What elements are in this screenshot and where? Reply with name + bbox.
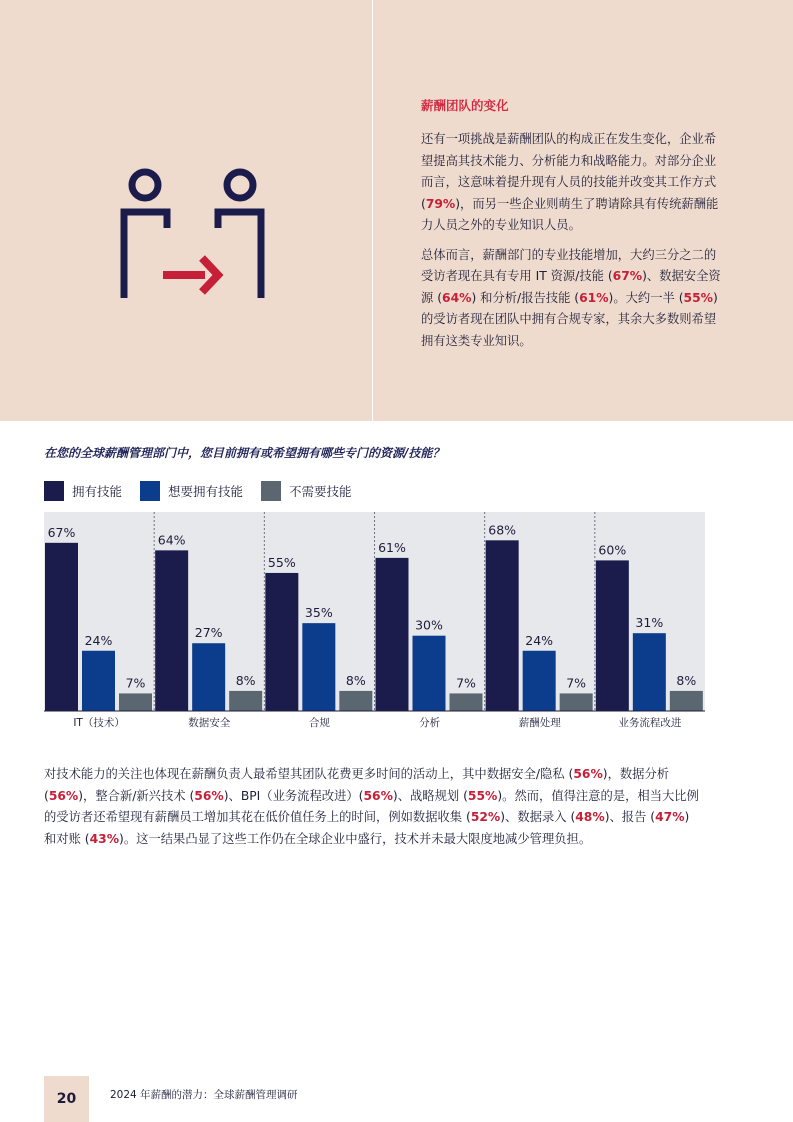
hero-paragraph-1	[421, 129, 727, 237]
text-segment: )，整合新/新兴技术 (	[78, 788, 195, 803]
data-label: 55%	[267, 554, 296, 570]
data-label: 67%	[47, 524, 76, 540]
hero-paragraph-2	[421, 245, 727, 353]
category-label: 合规	[308, 717, 330, 729]
bar	[82, 651, 115, 711]
legend-swatch-have	[44, 481, 64, 501]
text-segment: )。然而，值得注意的是，相当大比例的受访者还希望现有薪酬员工增加其花在低价值任务上的时间，例如数据收集 (	[44, 788, 699, 824]
legend-label-want: 想要拥有技能	[168, 484, 244, 499]
data-label: 7%	[125, 675, 146, 691]
highlight-percent: 67%	[612, 269, 643, 283]
hero-divider	[372, 0, 373, 421]
highlight-percent: 56%	[573, 767, 603, 781]
bar	[560, 693, 593, 711]
legend-swatch-want	[140, 481, 160, 501]
legend-item-have	[44, 481, 122, 501]
hero-text	[421, 96, 727, 360]
category-label: 分析	[419, 717, 441, 729]
bar	[265, 573, 298, 711]
text-segment: )，而另一些企业则萌生了聘请除具有传统薪酬能力人员之外的专业知识人员。	[421, 196, 719, 232]
data-label: 31%	[635, 615, 664, 631]
bar	[302, 623, 335, 711]
bar	[670, 691, 703, 711]
bar	[229, 691, 262, 711]
data-label: 8%	[235, 672, 256, 688]
bar	[413, 636, 446, 711]
text-segment: )。这一结果凸显了这些工作仍在全球企业中盛行，技术并未最大限度地减少管理负担。	[119, 831, 592, 846]
bar	[523, 651, 556, 711]
text-segment: )、数据录入 (	[500, 810, 576, 824]
legend-label-have: 拥有技能	[72, 484, 123, 499]
text-segment: 还有一项挑战是薪酬团队的构成正在发生变化，企业希望提高其技术能力、分析能力和战略能力。对部分企业而言，这意味着提升现有人员的技能并改变其工作方式 (	[421, 132, 717, 211]
highlight-percent: 56%	[48, 788, 79, 803]
bar	[486, 540, 519, 711]
page-number: 20	[44, 1076, 89, 1122]
category-label: IT（技术）	[73, 717, 125, 729]
legend-item-not-needed	[261, 481, 352, 501]
category-label: 业务流程改进	[618, 717, 682, 729]
text-segment: )、BPI（业务流程改进）(	[223, 788, 364, 803]
chart-title: 在您的全球薪酬管理部门中，您目前拥有或希望拥有哪些专门的资源/技能？	[44, 446, 445, 460]
bar	[339, 691, 372, 711]
section-heading: 薪酬团队的变化	[421, 98, 509, 113]
data-label: 8%	[345, 672, 366, 688]
data-label: 61%	[378, 539, 406, 555]
highlight-percent: 52%	[470, 810, 501, 824]
legend-item-want	[140, 481, 243, 501]
text-segment: )。大约一半 (	[608, 290, 684, 305]
bar	[450, 693, 483, 711]
bar	[45, 543, 78, 711]
text-segment: )、战略规划 (	[392, 788, 468, 803]
highlight-percent: 43%	[89, 831, 120, 846]
legend-swatch-not-needed	[261, 481, 281, 501]
data-label: 7%	[456, 675, 476, 691]
bar	[192, 643, 225, 711]
highlight-percent: 61%	[579, 290, 609, 305]
data-label: 24%	[84, 632, 113, 648]
bar	[155, 550, 188, 711]
body-paragraph	[44, 764, 704, 850]
text-segment: ) 和分析/报告技能 (	[471, 290, 580, 305]
highlight-percent: 47%	[655, 810, 685, 824]
highlight-percent: 55%	[683, 290, 713, 305]
category-label: 薪酬处理	[518, 717, 561, 729]
highlight-percent: 48%	[575, 810, 605, 824]
data-label: 64%	[157, 532, 186, 548]
text-segment: ) 的受访者现在团队中拥有合规专家，其余大多数则希望拥有这类专业知识。	[421, 290, 718, 348]
bar	[376, 558, 409, 711]
bar-chart	[0, 500, 793, 740]
data-label: 35%	[304, 605, 333, 621]
data-label: 8%	[676, 672, 697, 688]
text-segment: 对技术能力的关注也体现在薪酬负责人最希望其团队花费更多时间的活动上，其中数据安全/隐私 (	[44, 767, 574, 781]
text-segment: )、报告 (	[604, 810, 656, 824]
highlight-percent: 79%	[425, 196, 456, 211]
text-segment: 总体而言，薪酬部门的专业技能增加，大约三分之二的受访者现在具有专用 IT 资源/技能 (	[421, 247, 717, 283]
data-label: 24%	[525, 632, 554, 648]
data-label: 60%	[598, 542, 627, 558]
people-transfer-icon	[110, 160, 270, 305]
bar	[119, 693, 152, 711]
data-label: 30%	[415, 617, 443, 633]
bar	[633, 633, 666, 711]
highlight-percent: 64%	[442, 290, 472, 305]
data-label: 27%	[194, 625, 223, 641]
data-label: 7%	[566, 675, 587, 691]
text-segment: ) 和对账 (	[44, 810, 690, 846]
category-label: 数据安全	[188, 717, 231, 729]
footer-doc-title: 2024 年薪酬的潜力：全球薪酬管理调研	[110, 1089, 298, 1101]
bar	[596, 560, 629, 711]
highlight-percent: 56%	[363, 788, 393, 803]
text-segment: )、数据安全资源 (	[421, 269, 721, 305]
highlight-percent: 56%	[194, 788, 224, 803]
text-segment: )，数据分析 (	[44, 767, 670, 803]
data-label: 68%	[488, 522, 517, 538]
hero-panel	[0, 0, 793, 421]
chart-legend	[44, 481, 370, 501]
highlight-percent: 55%	[467, 788, 498, 803]
legend-label-not-needed: 不需要技能	[289, 484, 352, 499]
